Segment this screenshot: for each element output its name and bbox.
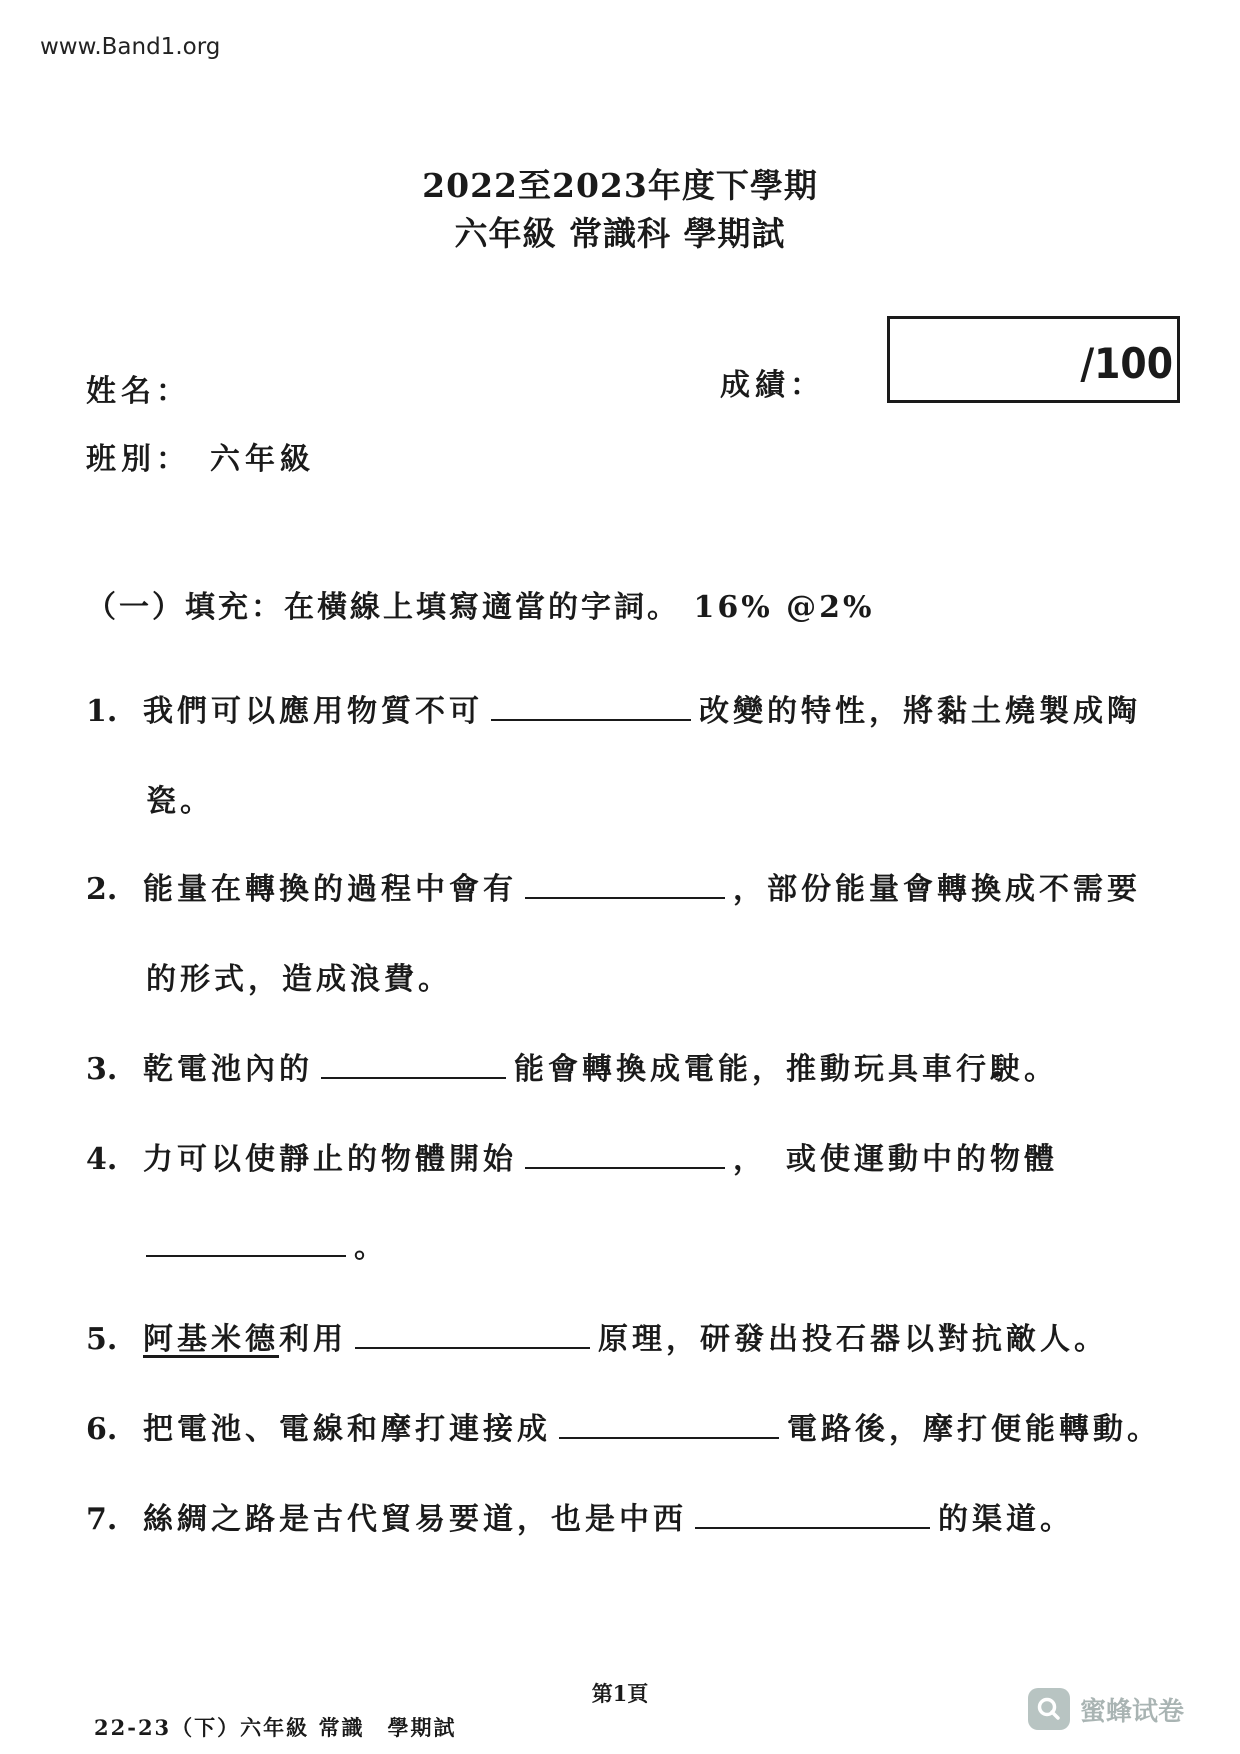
question-3 [86,1044,1058,1088]
answer-blank[interactable] [321,1051,506,1079]
answer-blank[interactable] [491,693,691,721]
watermark-text: 蜜蜂试卷 [1080,1696,1185,1727]
score-label: 成績： [720,368,825,403]
exam-title-subject: 六年級 常識科 學期試 [454,214,786,253]
answer-blank[interactable] [146,1229,346,1257]
answer-blank[interactable] [559,1411,779,1439]
question-4-continued [146,1222,388,1266]
question-text: 能會轉換成電能，推動玩具車行駛。 [514,1052,1058,1087]
question-text: 能量在轉換的過程中會有 [143,872,517,907]
class-value: 六年級 [210,442,315,477]
question-text: 力可以使靜止的物體開始 [143,1142,517,1177]
question-number: 2. [86,872,118,907]
question-text: 利用 [279,1322,347,1357]
question-7 [86,1494,1074,1538]
question-4 [86,1134,1058,1178]
score-box [887,316,1180,403]
question-6 [86,1404,1161,1448]
question-text: 原理，研發出投石器以對抗敵人。 [598,1322,1108,1357]
watermark [1028,1688,1184,1730]
question-text: 改變的特性，將黏土燒製成陶 [699,694,1141,729]
question-text: ，部份能量會轉換成不需要 [733,872,1141,907]
name-label: 姓名： [86,374,191,409]
magnifier-icon [1036,1696,1062,1722]
question-text: 絲綢之路是古代貿易要道，也是中西 [143,1502,687,1537]
score-total: /100 [1080,339,1173,388]
exam-title-year: 2022至2023年度下學期 [422,166,818,205]
question-text: 把電池、電線和摩打連接成 [143,1412,551,1447]
exam-code: 22-23（下）六年級 常識 學期試 [94,1715,457,1740]
question-text: 乾電池內的 [143,1052,313,1087]
underlined-name: 阿基米德 [143,1322,279,1357]
section-heading: （一）填充：在橫線上填寫適當的字詞。 16% @2% [86,590,875,625]
answer-blank[interactable] [525,1141,725,1169]
website-url: www.Band1.org [40,34,221,60]
answer-blank[interactable] [355,1321,590,1349]
page-number: 第1頁 [591,1681,649,1706]
question-number: 4. [86,1142,118,1177]
question-1 [86,686,1141,730]
question-number: 7. [86,1502,118,1537]
question-number: 5. [86,1322,118,1357]
class-label: 班別： [86,442,191,477]
question-number: 1. [86,694,118,729]
question-2 [86,864,1141,908]
question-1-continued: 瓷。 [146,784,214,819]
answer-blank[interactable] [525,871,725,899]
question-5 [86,1314,1108,1358]
question-number: 3. [86,1052,118,1087]
answer-blank[interactable] [695,1501,930,1529]
question-number: 6. [86,1412,118,1447]
question-text: 電路後，摩打便能轉動。 [787,1412,1161,1447]
q-logo-icon [1028,1688,1070,1730]
question-2-continued: 的形式，造成浪費。 [146,962,452,997]
question-text: 的渠道。 [938,1502,1074,1537]
question-text: 。 [354,1230,388,1265]
question-text: 我們可以應用物質不可 [143,694,483,729]
question-text: ， 或使運動中的物體 [733,1142,1058,1177]
